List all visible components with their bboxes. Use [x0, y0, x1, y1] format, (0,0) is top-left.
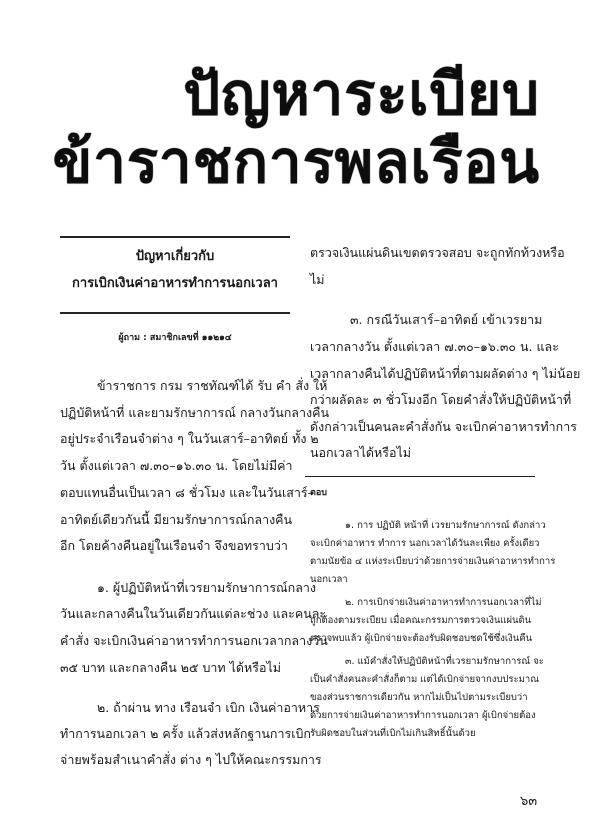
body-line: นอกเวลาได้หรือไม่: [310, 445, 411, 460]
heading-top-rule: [60, 236, 290, 238]
body-line: ๒. ถ้าผ่าน ทาง เรือนจำ เบิก เงินค่าอาหาร: [97, 700, 320, 715]
body-line: ปฏิบัติหน้าที่ และยามรักษาการณ์ กลางวันกลางคืน: [60, 405, 329, 420]
body-line: อยู่ประจำเรือนจำต่าง ๆ ในวันเสาร์–อาทิตย์ ทั้ง ๒: [60, 431, 319, 446]
answer-line: ตามนัยข้อ ๔ แห่งระเบียบว่าด้วยการจ่ายเงินค่าอาหารทำการ: [310, 556, 556, 567]
body-line: จ่ายพร้อมสำเนาคำสั่ง ต่าง ๆ ไปให้คณะกรรมการ: [60, 752, 322, 767]
author-line: ผู้ถาม : สมาชิกเลขที่ ๑๑๒๑๔: [118, 333, 232, 343]
body-line: ๓๕ บาท และกลางคืน ๒๕ บาท ได้หรือไม่: [60, 660, 282, 675]
answer-line: ด้วยการจ่ายเงินค่าอาหารทำการนอกเวลา ผู้เบิกจ่ายต้อง: [310, 710, 536, 721]
body-line: ตอบแทนอื่นเป็นเวลา ๘ ชั่วโมง และในวันเสาร์–: [60, 485, 314, 500]
body-line: วัน ตั้งแต่เวลา ๗.๓๐–๑๖.๓๐ น. โดยไม่มีค่า: [60, 458, 293, 473]
page-title-line1: ปัญหาระเบียบ: [183, 60, 540, 128]
body-line: เวลากลางวัน ตั้งแต่เวลา ๗.๓๐–๑๖.๓๐ น. และ: [310, 339, 559, 354]
body-line: อีก โดยค้างคืนอยู่ในเรือนจำ จึงขอทราบว่า: [60, 538, 288, 553]
answer-line: นอกเวลา: [310, 574, 348, 585]
body-line: อาทิตย์เดียวกันนี้ มียามรักษาการณ์กลางคืน: [60, 512, 293, 527]
answer-label: ตอบ: [310, 488, 327, 498]
body-line: เวลากลางคืนได้ปฏิบัติหน้าที่ตามผลัดต่าง ๆ ไม่น้อย: [310, 366, 581, 381]
answer-line: ของส่วนราชการเดียวกัน หากไม่เป็นไปตามระเบียบว่า: [310, 692, 528, 703]
body-line: ข้าราชการ กรม ราชทัณฑ์ได้ รับ คำ สั่ง ให้: [97, 378, 328, 393]
body-line: ๑. ผู้ปฏิบัติหน้าที่เวรยามรักษาการณ์กลาง: [97, 580, 317, 595]
body-line: ไม่: [310, 272, 325, 287]
answer-line: ๑. การ ปฏิบัติ หน้าที่ เวรยามรักษาการณ์ ดังกล่าว: [345, 520, 546, 531]
page-title-line2: ข้าราชการพลเรือน: [52, 128, 540, 196]
answer-line: ๓. แม้คำสั่งให้ปฏิบัติหน้าที่เวรยามรักษาการณ์ จะ: [345, 656, 544, 667]
body-line: ทำการนอกเวลา ๒ ครั้ง แล้วส่งหลักฐานการเบิก: [60, 726, 311, 741]
body-line: ๓. กรณีวันเสาร์–อาทิตย์ เข้าเวรยาม: [350, 312, 543, 327]
answer-divider: [305, 476, 535, 477]
answer-line: ๒. การเบิกจ่ายเงินค่าอาหารทำการนอกเวลาที่ไม่: [345, 597, 542, 608]
body-line: ตรวจเงินแผ่นดินเขตตรวจสอบ จะถูกทักท้วงหรือ: [310, 245, 565, 260]
body-line: กว่าผลัดละ ๓ ชั่วโมงอีก โดยคำสั่งให้ปฏิบัติหน้าที่: [310, 392, 572, 407]
answer-line: ตรวจพบแล้ว ผู้เบิกจ่ายจะต้องรับผิดชอบชดใช้ซึ่งเงินคืน: [310, 633, 533, 644]
body-line: ดังกล่าวเป็นคนละคำสั่งกัน จะเบิกค่าอาหารทำการ: [310, 419, 577, 434]
answer-line: จะเบิกค่าอาหาร ทำการ นอกเวลาได้วันละเพียง ครั้งเดียว: [310, 538, 540, 549]
body-line: คำสั่ง จะเบิกเงินค่าอาหารทำการนอกเวลากลางวัน: [60, 633, 328, 648]
article-heading-line1: ปัญหาเกี่ยวกับ: [135, 249, 215, 264]
answer-line: รับผิดชอบในส่วนที่เบิกไม่เกินสิทธิ์นั้นด้วย: [310, 728, 476, 739]
answer-line: ถูกต้องตามระเบียบ เมื่อคณะกรรมการตรวจเงินแผ่นดิน: [310, 615, 532, 626]
article-heading-line2: การเบิกเงินค่าอาหารทำการนอกเวลา: [72, 276, 278, 291]
body-line: วันและกลางคืนในวันเดียวกันแต่ละช่วง และคนละ: [60, 606, 327, 621]
answer-line: เป็นคำสั่งคนละคำสั่งก็ตาม แต่ได้เบิกจ่ายจากงบประมาณ: [310, 674, 540, 685]
page-number: ๖๓: [520, 794, 538, 809]
heading-bottom-rule: [60, 312, 290, 314]
